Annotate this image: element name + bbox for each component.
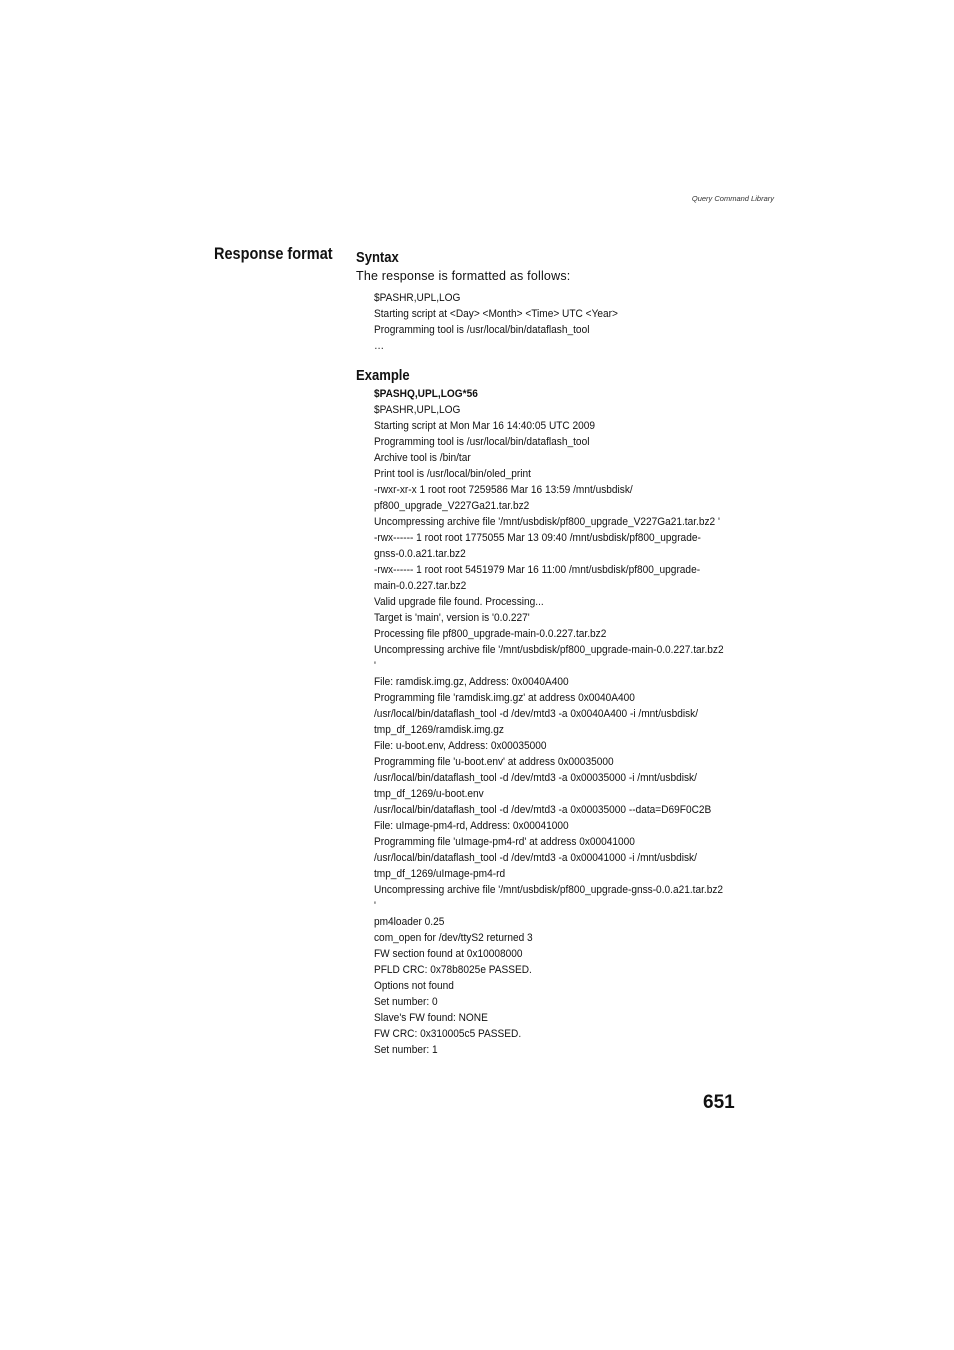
code-line: File: uImage-pm4-rd, Address: 0x00041000 xyxy=(374,820,569,832)
code-line: Programming file 'uImage-pm4-rd' at address 0x00041000 xyxy=(374,836,635,848)
section-label: Response format xyxy=(214,245,333,263)
example-command: $PASHQ,UPL,LOG*56 xyxy=(374,388,478,400)
code-line: … xyxy=(374,340,385,352)
code-line: Uncompressing archive file '/mnt/usbdisk/pf800_upgrade_V227Ga21.tar.bz2 ' xyxy=(374,516,720,528)
code-line: tmp_df_1269/uImage-pm4-rd xyxy=(374,868,506,880)
code-line: Slave's FW found: NONE xyxy=(374,1012,488,1024)
code-line: Set number: 0 xyxy=(374,996,438,1008)
code-line: pf800_upgrade_V227Ga21.tar.bz2 xyxy=(374,500,530,512)
code-line: Valid upgrade file found. Processing... xyxy=(374,596,544,608)
code-line: main-0.0.227.tar.bz2 xyxy=(374,580,467,592)
syntax-heading: Syntax xyxy=(356,250,399,266)
code-line: Archive tool is /bin/tar xyxy=(374,452,471,464)
example-code-block xyxy=(374,386,746,1058)
code-line: ' xyxy=(374,900,376,912)
code-line: FW CRC: 0x310005c5 PASSED. xyxy=(374,1028,522,1040)
code-line: Programming tool is /usr/local/bin/dataflash_tool xyxy=(374,436,590,448)
syntax-intro: The response is formatted as follows: xyxy=(356,269,571,283)
code-line: com_open for /dev/ttyS2 returned 3 xyxy=(374,932,533,944)
page-number: 651 xyxy=(703,1092,735,1113)
content-column xyxy=(356,248,746,1058)
syntax-code-block xyxy=(374,290,746,354)
code-line: /usr/local/bin/dataflash_tool -d /dev/mtd3 -a 0x00035000 -i /mnt/usbdisk/ xyxy=(374,772,697,784)
code-line: Programming file 'u-boot.env' at address 0x00035000 xyxy=(374,756,614,768)
code-line: Starting script at Mon Mar 16 14:40:05 UTC 2009 xyxy=(374,420,596,432)
code-line: tmp_df_1269/u-boot.env xyxy=(374,788,484,800)
code-line: -rwx------ 1 root root 1775055 Mar 13 09:40 /mnt/usbdisk/pf800_upgrade- xyxy=(374,532,701,544)
code-line: -rwxr-xr-x 1 root root 7259586 Mar 16 13:59 /mnt/usbdisk/ xyxy=(374,484,633,496)
code-line: Starting script at <Day> <Month> <Time> UTC <Year> xyxy=(374,308,618,320)
code-line: $PASHR,UPL,LOG xyxy=(374,404,461,416)
code-line: ' xyxy=(374,660,376,672)
code-line: Programming file 'ramdisk.img.gz' at address 0x0040A400 xyxy=(374,692,635,704)
code-line: Programming tool is /usr/local/bin/dataflash_tool xyxy=(374,324,590,336)
code-line: pm4loader 0.25 xyxy=(374,916,445,928)
code-line: /usr/local/bin/dataflash_tool -d /dev/mtd3 -a 0x0040A400 -i /mnt/usbdisk/ xyxy=(374,708,699,720)
code-line: Uncompressing archive file '/mnt/usbdisk/pf800_upgrade-gnss-0.0.a21.tar.bz2 xyxy=(374,884,724,896)
example-heading: Example xyxy=(356,368,410,384)
code-line: File: ramdisk.img.gz, Address: 0x0040A400 xyxy=(374,676,569,688)
code-line: tmp_df_1269/ramdisk.img.gz xyxy=(374,724,504,736)
code-line: /usr/local/bin/dataflash_tool -d /dev/mtd3 -a 0x00035000 --data=D69F0C2B xyxy=(374,804,712,816)
code-line: PFLD CRC: 0x78b8025e PASSED. xyxy=(374,964,532,976)
running-header: Query Command Library xyxy=(691,194,774,203)
code-line: Options not found xyxy=(374,980,454,992)
code-line: /usr/local/bin/dataflash_tool -d /dev/mtd3 -a 0x00041000 -i /mnt/usbdisk/ xyxy=(374,852,697,864)
code-line: Uncompressing archive file '/mnt/usbdisk/pf800_upgrade-main-0.0.227.tar.bz2 xyxy=(374,644,724,656)
code-line: FW section found at 0x10008000 xyxy=(374,948,523,960)
code-line: $PASHR,UPL,LOG xyxy=(374,292,461,304)
code-line: Target is 'main', version is '0.0.227' xyxy=(374,612,530,624)
code-line: gnss-0.0.a21.tar.bz2 xyxy=(374,548,466,560)
code-line: Processing file pf800_upgrade-main-0.0.227.tar.bz2 xyxy=(374,628,607,640)
code-line: File: u-boot.env, Address: 0x00035000 xyxy=(374,740,547,752)
code-line: -rwx------ 1 root root 5451979 Mar 16 11:00 /mnt/usbdisk/pf800_upgrade- xyxy=(374,564,701,576)
code-line: Set number: 1 xyxy=(374,1044,438,1056)
code-line: Print tool is /usr/local/bin/oled_print xyxy=(374,468,531,480)
